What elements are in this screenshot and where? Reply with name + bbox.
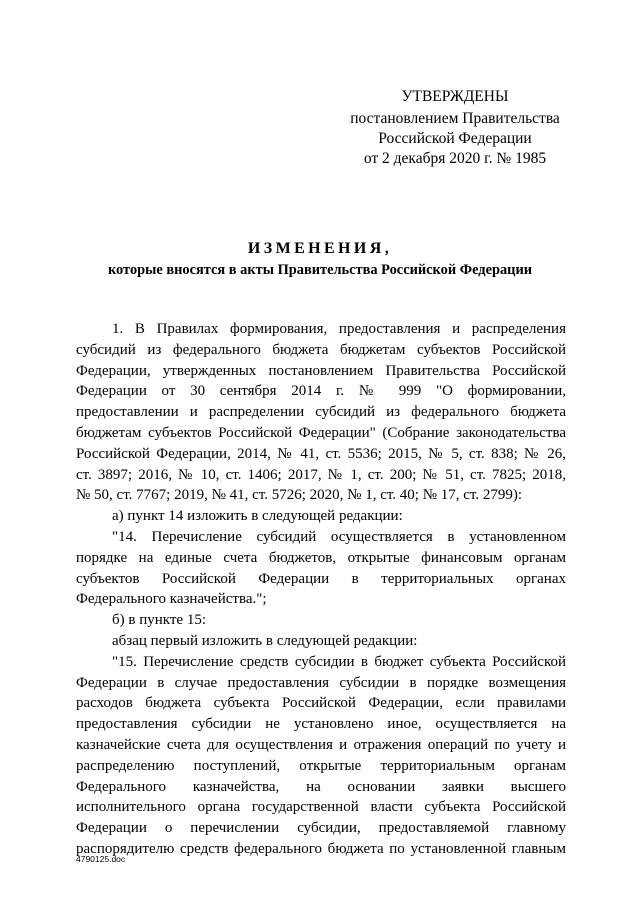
body-line: Федерации от 30 сентября 2014 г. № 999 "О формировании, xyxy=(76,383,566,400)
body-line: Федерации, утвержденных постановлением Правительства Российской xyxy=(76,362,566,379)
body-line: б) в пункте 15: xyxy=(112,612,206,629)
approval-stamp xyxy=(335,87,575,169)
document-title: ИЗМЕНЕНИЯ, xyxy=(247,240,393,257)
body-line: Российской Федерации, 2014, № 41, ст. 5536; 2015, № 5, ст. 838; № 26, xyxy=(76,445,566,462)
body-line: Федерации в случае предоставления субсидии в порядке возмещения xyxy=(76,674,566,691)
body-line: предоставлении и распределении субсидий из федерального бюджета xyxy=(76,404,566,421)
body-line: абзац первый изложить в следующей редакции: xyxy=(112,632,418,649)
approval-line-1: постановлением Правительства xyxy=(350,110,560,127)
body-line: Федерального казначейства, на основании заявки высшего xyxy=(76,778,566,795)
body-line: исполнительного органа государственной власти субъекта Российской xyxy=(76,799,566,816)
body-line: № 50, ст. 7767; 2019, № 41, ст. 5726; 2020, № 1, ст. 40; № 17, ст. 2799): xyxy=(76,487,523,504)
approval-line-3: от 2 декабря 2020 г. № 1985 xyxy=(363,150,547,167)
body-line: порядке на единые счета бюджетов, открытые финансовым органам xyxy=(76,549,566,566)
body-line: Федерального казначейства."; xyxy=(76,591,267,608)
body-line: субъектов Российской Федерации в территориальных органах xyxy=(76,570,566,587)
body-line: "15. Перечисление средств субсидии в бюджет субъекта Российской xyxy=(112,653,566,670)
body-line: "14. Перечисление субсидий осуществляется в установленном xyxy=(112,528,566,545)
body-line: субсидий из федерального бюджета бюджетам субъектов Российской xyxy=(76,341,566,358)
document-body xyxy=(76,319,566,860)
body-line: расходов бюджета субъекта Российской Федерации, если правилами xyxy=(76,695,566,712)
approval-line-2: Российской Федерации xyxy=(378,130,532,147)
body-line: распределению поступлений, открытые территориальным органам xyxy=(76,757,566,774)
body-line: а) пункт 14 изложить в следующей редакции: xyxy=(112,508,403,525)
document-subtitle: которые вносятся в акты Правительства Российской Федерации xyxy=(107,262,533,278)
body-line: распорядителю средств федерального бюджета по установленной главным xyxy=(76,840,566,857)
body-line: предоставления субсидии не установлено иное, осуществляется на xyxy=(76,716,566,733)
approval-heading: УТВЕРЖДЕНЫ xyxy=(401,88,509,105)
body-line: бюджетам субъектов Российской Федерации" (Собрание законодательства xyxy=(76,424,566,441)
body-line: казначейские счета для осуществления и отражения операций по учету и xyxy=(76,736,566,753)
file-name-footer: 4790125.doc xyxy=(76,854,126,864)
body-line: 1. В Правилах формирования, предоставления и распределения xyxy=(112,321,566,337)
body-line: ст. 3897; 2016, № 10, ст. 1406; 2017, № 1, ст. 200; № 51, ст. 7825; 2018, xyxy=(76,466,566,483)
body-line: Федерации о перечислении субсидии, предоставляемой главному xyxy=(76,820,566,837)
